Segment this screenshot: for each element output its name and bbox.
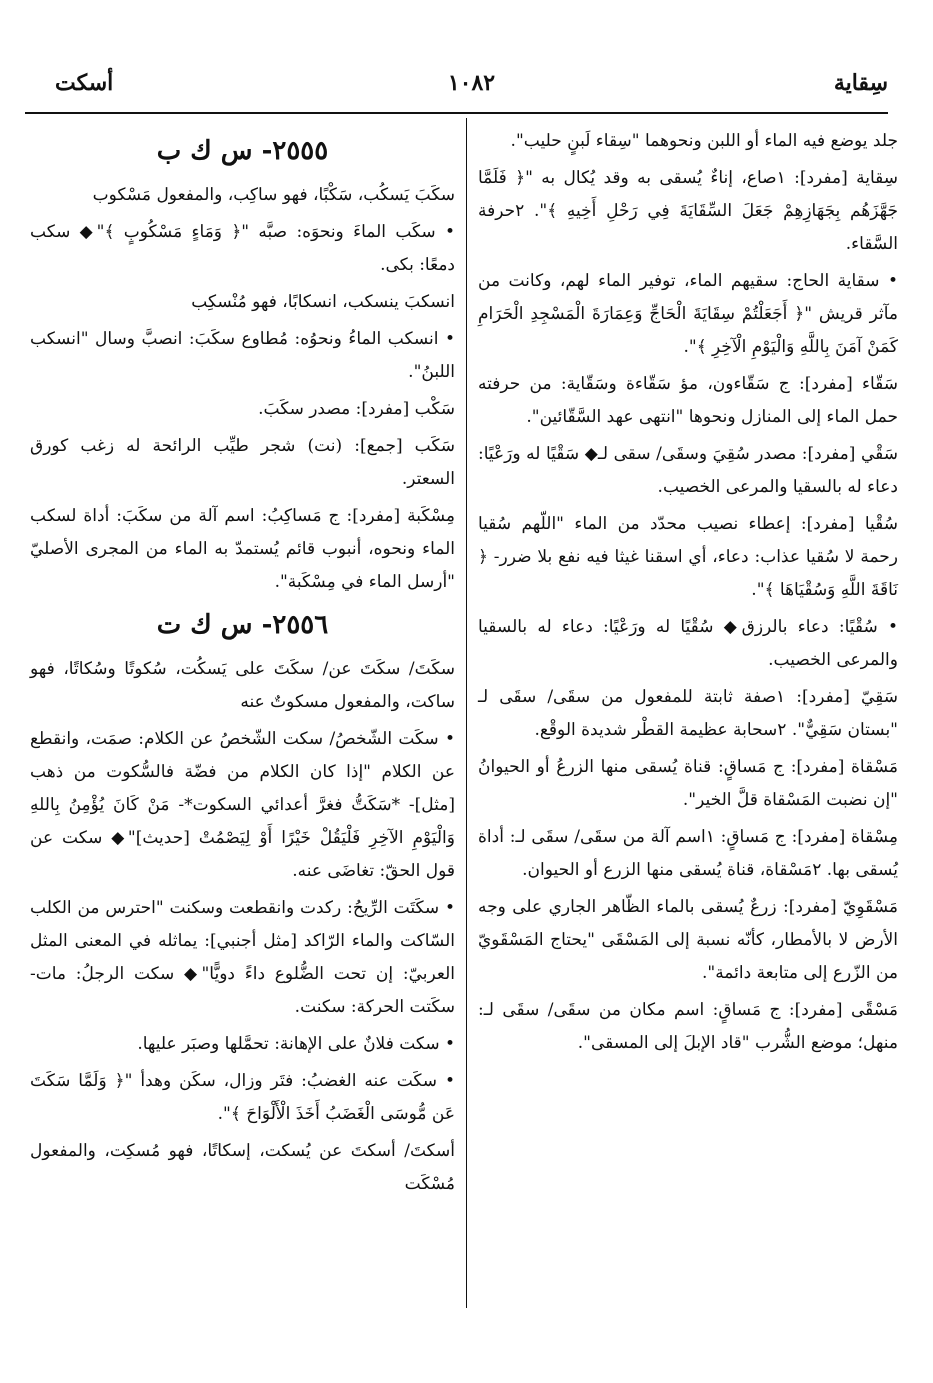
dictionary-entry: سَقْي [مفرد]: مصدر سُقِيَ وسقَى/ سقى لـ◆ سَقْيًا له ورَعْيًا: دعاء له بالسقيا والمرعى الخصيب.	[478, 444, 898, 497]
dictionary-entry: انسكبَ ينسكب، انسكابًا، فهو مُنْسكِب	[191, 292, 455, 312]
dictionary-entry: جلد يوضع فيه الماء أو اللبن ونحوهما "سِقاء لَبنٍ حليب".	[510, 131, 898, 151]
left-column	[30, 125, 455, 1205]
page-number: ١٠٨٢	[447, 70, 496, 96]
dictionary-entry: سِقاية [مفرد]: ١صاع، إناءٌ يُسقى به وقد يُكال به "﴿ فَلَمَّا جَهَّزَهُم بِجَهَازِهِمْ جَعَلَ السِّقَايَةَ فِي رَحْلِ أَخِيهِ ﴾". ٢حرفة السَّقاء.	[478, 168, 898, 254]
dictionary-entry: • سكَت عنه الغضبُ: فتَر وزال، سكَن وهدأ "﴿ وَلَمَّا سَكَتَ عَن مُّوسَى الْغَضَبُ أَخَذَ الْأَلْوَاحَ ﴾".	[30, 1071, 455, 1124]
dictionary-entry: • سقاية الحاج: سقيهم الماء، توفير الماء لهم، وكانت من مآثر قريش "﴿ أَجَعَلْتُمْ سِقَايَةَ الْحَاجِّ وَعِمَارَةَ الْمَسْجِدِ الْحَرَامِ كَمَنْ آمَنَ بِاللَّهِ وَالْيَوْمِ الْآخِرِ ﴾".	[478, 271, 898, 357]
dictionary-entry: • سُقْيًا: دعاء بالرزق◆ سُقْيًا له ورَعْيًا: دعاء له بالسقيا والمرعى الخصيب.	[478, 617, 898, 670]
dictionary-entry: مَسْقاة [مفرد]: ج مَساقٍ: قناة يُسقى منها الزرعُ أو الحيوانُ "إن نضبت المَسْقاة قلَّ الخير".	[478, 757, 898, 810]
right-column	[478, 125, 898, 1064]
header-left-keyword: أسكت	[55, 70, 114, 96]
dictionary-entry: مِسْقاة [مفرد]: ج مَساقٍ: ١اسم آلة من سقَى/ سقَى لـ: أداة يُسقى بها. ٢مَسْقاة، قناة يُسقى منها الزرع أو الحيوان.	[478, 827, 898, 880]
dictionary-entry: مِسْكَبة [مفرد]: ج مَساكِبُ: اسم آلة من سكَبَ: أداة لسكب الماء ونحوه، أنبوب قائم يُستمدّ به الماء من المجرى الأصليّ "أرسل الماء في مِسْكَبة".	[30, 506, 455, 592]
dictionary-entry: • سكَت الشّخصُ/ سكت الشّخصُ عن الكلام: صمَت، وانقطع عن الكلام "إذا كان الكلام من فضّة فالسُّكوت من ذهب [مثل]- *سَكَتُّ فغرَّ أعدائي السكوت*- مَنْ كَانَ يُؤْمِنُ بِاللهِ وَالْيَوْمِ الآخِرِ فَلْيَقُلْ خَيْرًا أَوْ لِيَصْمُتْ [حديث]"◆ سكت عن قول الحقّ: تغاضَى عنه.	[30, 729, 455, 881]
dictionary-entry: سَقِيّ [مفرد]: ١صفة ثابتة للمفعول من سقَى/ سقَى لـ "بستان سَقِيٌّ". ٢سحابة عظيمة القطْر شديدة الوقْع.	[478, 687, 899, 740]
dictionary-entry: سُقْيا [مفرد]: إعطاء نصيب محدّد من الماء "اللّهم سُقيا رحمة لا سُقيا عذاب: دعاء، أي اسقنا غيثا فيه نفع بلا ضرر- ﴿ نَاقَةَ اللَّهِ وَسُقْيَاهَا ﴾".	[478, 514, 898, 600]
section-title: ٢٥٥٥- س ك ب	[156, 136, 329, 166]
dictionary-entry: سَكَب [جمع]: (نت) شجر طيِّب الرائحة له زغب كورق السعتر.	[30, 436, 455, 489]
column-divider	[466, 118, 467, 1308]
header-right-keyword: سِقاية	[833, 70, 888, 96]
page-header	[55, 70, 888, 110]
section-title: ٢٥٥٦- س ك ت	[156, 610, 329, 640]
dictionary-entry: سكَتَ/ سكَتَ عن/ سكَتَ على يَسكُت، سُكوتًا وسُكاتًا، فهو ساكت، والمفعول مسكوتٌ عنه	[30, 659, 455, 712]
header-rule	[25, 112, 888, 114]
dictionary-entry: • سكَب الماءَ ونحوَه: صبَّه "﴿ وَمَاءٍ مَسْكُوبٍ ﴾"◆ سكب دمعًا: بكى.	[30, 222, 455, 275]
dictionary-entry: • انسكب الماءُ ونحوُه: مُطاوع سكَبَ: انصبَّ وسال "انسكب اللبنُ".	[30, 329, 455, 382]
dictionary-entry: مَسْقًى [مفرد]: ج مَساقٍ: اسم مكان من سقَى/ سقَى لـ: منهل؛ موضع الشُّرب "قاد الإبلَ إلى المسقى".	[478, 1000, 898, 1053]
dictionary-entry: سَقّاء [مفرد]: ج سَقّاءون، مؤ سَقّاءة وسَقّاية: من حرفته حمل الماء إلى المنازل ونحوها "انتهى عهد السَّقّائين".	[478, 374, 898, 427]
dictionary-entry: • سكت فلانٌ على الإهانة: تحمَّلها وصبَر عليها.	[137, 1034, 455, 1054]
dictionary-entry: سَكْب [مفرد]: مصدر سكَبَ.	[258, 399, 455, 419]
dictionary-entry: أسكتَ/ أسكتَ عن يُسكت، إسكاتًا، فهو مُسكِت، والمفعول مُسْكَت	[30, 1141, 455, 1194]
dictionary-entry: مَسْقَوِيّ [مفرد]: زرعٌ يُسقى بالماء الظّاهر الجاري على وجه الأرض لا بالأمطار، كأنّه نسبة إلى المَسْقَى "يحتاج المَسْقَويّ من الزّرع إلى متابعة دائمة".	[478, 897, 898, 983]
dictionary-entry: سكَبَ يَسكُب، سَكْبًا، فهو ساكِب، والمفعول مَسْكوب	[92, 185, 455, 205]
dictionary-entry: • سكَتَت الرِّيحُ: ركدت وانقطعت وسكنت "احترس من الكلب السّاكت والماء الرّاكد [مثل أجنبي]: يماثله في المعنى المثل العربيّ: إن تحت الضُّلوع داءً دويًّا"◆ سكت الرجلُ: مات- سكَتت الحركة: سكنت.	[30, 898, 455, 1017]
